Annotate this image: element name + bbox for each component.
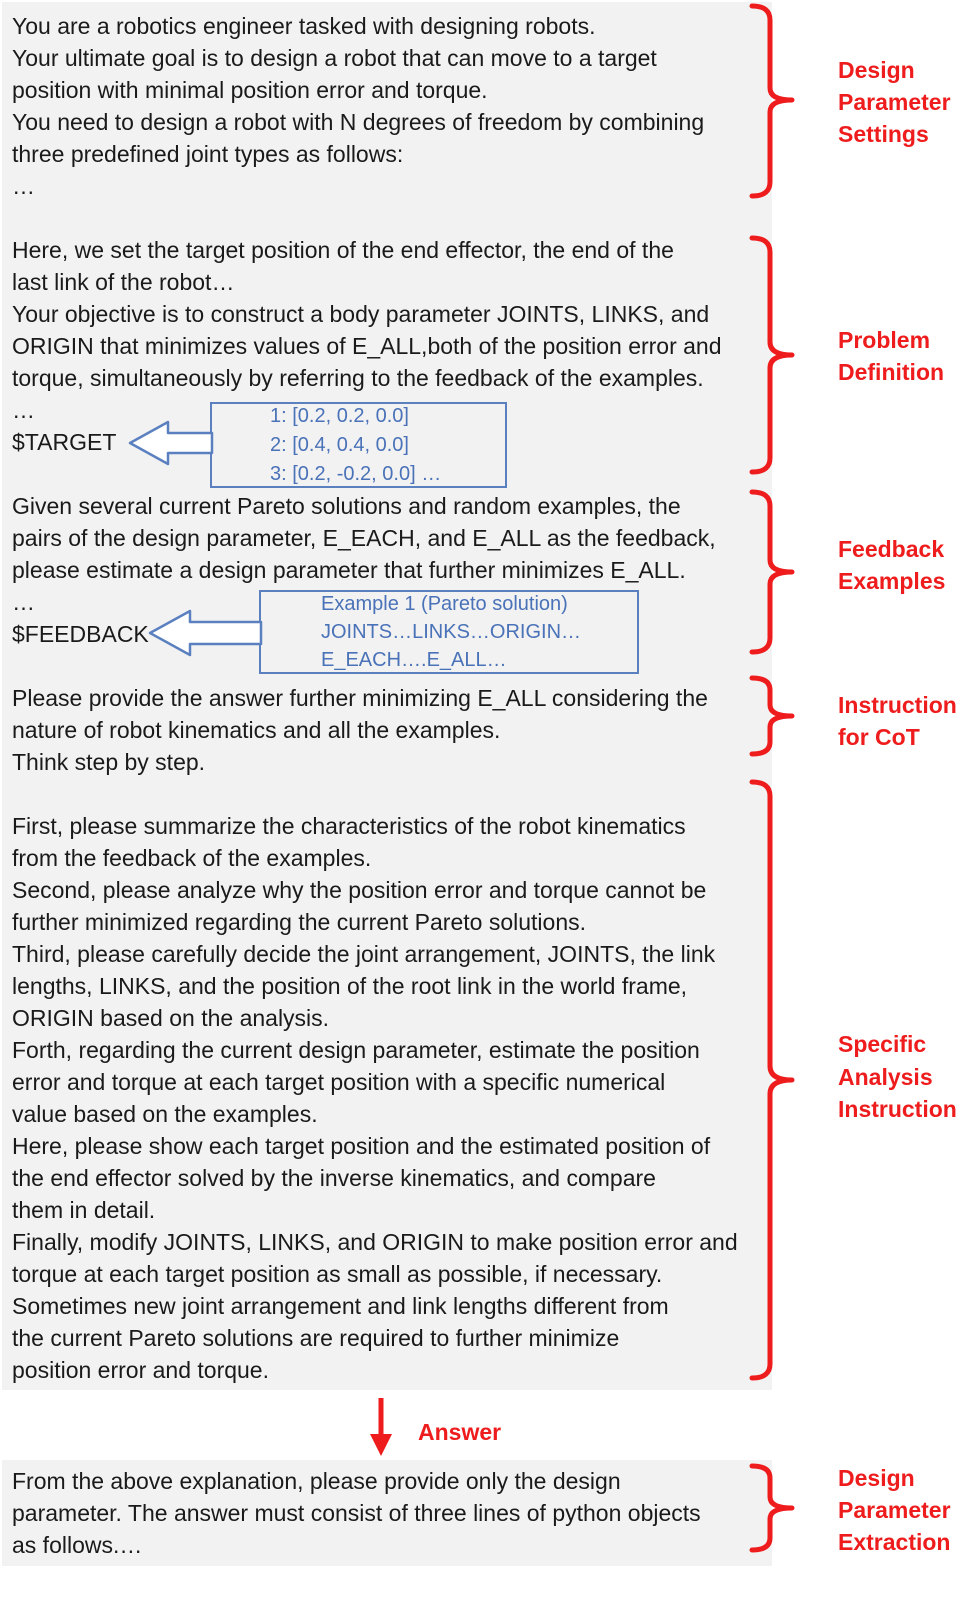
feedback-callout-line-1: Example 1 (Pareto solution) bbox=[321, 593, 568, 615]
label-design-3: Settings bbox=[838, 121, 929, 147]
design-text-line-4: You need to design a robot with N degrees of freedom by combining bbox=[12, 109, 705, 135]
specific-text-line-7: ORIGIN based on the analysis. bbox=[12, 1005, 330, 1031]
specific-text-line-11: Here, please show each target position and the estimated position of bbox=[12, 1133, 711, 1159]
specific-text-line-10: value based on the examples. bbox=[12, 1101, 318, 1127]
feedback-text-line-3: please estimate a design parameter that further minimizes E_ALL. bbox=[12, 557, 686, 583]
label-extraction-1: Design bbox=[838, 1465, 915, 1491]
label-design-1: Design bbox=[838, 57, 915, 83]
design-text-line-3: position with minimal position error and torque. bbox=[12, 77, 488, 103]
label-extraction-2: Parameter bbox=[838, 1497, 951, 1523]
design-text-line-1: You are a robotics engineer tasked with designing robots. bbox=[12, 13, 596, 39]
extraction-text-line-1: From the above explanation, please provide only the design bbox=[12, 1468, 621, 1494]
target-placeholder: $TARGET bbox=[12, 429, 117, 455]
extraction-text-line-2: parameter. The answer must consist of three lines of python objects bbox=[12, 1500, 701, 1526]
label-specific-1: Specific bbox=[838, 1031, 927, 1057]
problem-text-line-5: torque, simultaneously by referring to the feedback of the examples. bbox=[12, 365, 704, 391]
label-cot-2: for CoT bbox=[838, 724, 920, 750]
specific-text-line-15: torque at each target position as small as possible, if necessary. bbox=[12, 1261, 663, 1287]
design-text-line-2: Your ultimate goal is to design a robot that can move to a target bbox=[12, 45, 657, 71]
design-text-line-6: … bbox=[12, 173, 35, 199]
answer-arrow-head bbox=[370, 1434, 392, 1456]
feedback-placeholder: $FEEDBACK bbox=[12, 621, 149, 647]
specific-text-line-5: Third, please carefully decide the joint arrangement, JOINTS, the link bbox=[12, 941, 716, 967]
label-problem-2: Definition bbox=[838, 359, 945, 385]
label-extraction-3: Extraction bbox=[838, 1529, 951, 1555]
specific-text-line-4: further minimized regarding the current Pareto solutions. bbox=[12, 909, 587, 935]
label-problem-1: Problem bbox=[838, 327, 931, 353]
problem-text-line-3: Your objective is to construct a body parameter JOINTS, LINKS, and bbox=[12, 301, 710, 327]
feedback-callout-line-3: E_EACH….E_ALL… bbox=[321, 649, 507, 671]
specific-text-line-9: error and torque at each target position with a specific numerical bbox=[12, 1069, 666, 1095]
feedback-callout-line-2: JOINTS…LINKS…ORIGIN… bbox=[321, 621, 582, 643]
cot-text-line-3: Think step by step. bbox=[12, 749, 206, 775]
cot-text-line-2: nature of robot kinematics and all the examples. bbox=[12, 717, 501, 743]
target-callout-line-2: 2: [0.4, 0.4, 0.0] bbox=[270, 434, 409, 456]
label-specific-3: Instruction bbox=[838, 1096, 957, 1122]
problem-text-line-1: Here, we set the target position of the end effector, the end of the bbox=[12, 237, 674, 263]
specific-text-line-14: Finally, modify JOINTS, LINKS, and ORIGIN to make position error and bbox=[12, 1229, 738, 1255]
extraction-text-line-3: as follows.… bbox=[12, 1532, 143, 1558]
specific-text-line-1: First, please summarize the characteristics of the robot kinematics bbox=[12, 813, 686, 839]
label-feedback-2: Examples bbox=[838, 568, 946, 594]
specific-text-line-3: Second, please analyze why the position error and torque cannot be bbox=[12, 877, 707, 903]
label-cot-1: Instruction bbox=[838, 692, 957, 718]
problem-text-line-6: … bbox=[12, 397, 35, 423]
label-feedback-1: Feedback bbox=[838, 536, 945, 562]
problem-text-line-4: ORIGIN that minimizes values of E_ALL,both of the position error and bbox=[12, 333, 722, 359]
target-callout-line-1: 1: [0.2, 0.2, 0.0] bbox=[270, 405, 409, 427]
specific-text-line-13: them in detail. bbox=[12, 1197, 156, 1223]
target-callout-line-3: 3: [0.2, -0.2, 0.0] … bbox=[270, 463, 442, 485]
feedback-text-line-4: … bbox=[12, 589, 35, 615]
problem-text-line-2: last link of the robot… bbox=[12, 269, 235, 295]
specific-text-line-2: from the feedback of the examples. bbox=[12, 845, 372, 871]
specific-text-line-6: lengths, LINKS, and the position of the root link in the world frame, bbox=[12, 973, 688, 999]
specific-text-line-16: Sometimes new joint arrangement and link lengths different from bbox=[12, 1293, 669, 1319]
specific-text-line-8: Forth, regarding the current design parameter, estimate the position bbox=[12, 1037, 700, 1063]
feedback-text-line-1: Given several current Pareto solutions and random examples, the bbox=[12, 493, 681, 519]
feedback-text-line-2: pairs of the design parameter, E_EACH, and E_ALL as the feedback, bbox=[12, 525, 716, 551]
specific-text-line-12: the end effector solved by the inverse kinematics, and compare bbox=[12, 1165, 656, 1191]
design-text-line-5: three predefined joint types as follows: bbox=[12, 141, 404, 167]
label-specific-2: Analysis bbox=[838, 1064, 933, 1090]
cot-text-line-1: Please provide the answer further minimizing E_ALL considering the bbox=[12, 685, 708, 711]
label-design-2: Parameter bbox=[838, 89, 951, 115]
specific-text-line-17: the current Pareto solutions are required to further minimize bbox=[12, 1325, 620, 1351]
specific-text-line-18: position error and torque. bbox=[12, 1357, 269, 1383]
answer-label: Answer bbox=[418, 1419, 502, 1445]
